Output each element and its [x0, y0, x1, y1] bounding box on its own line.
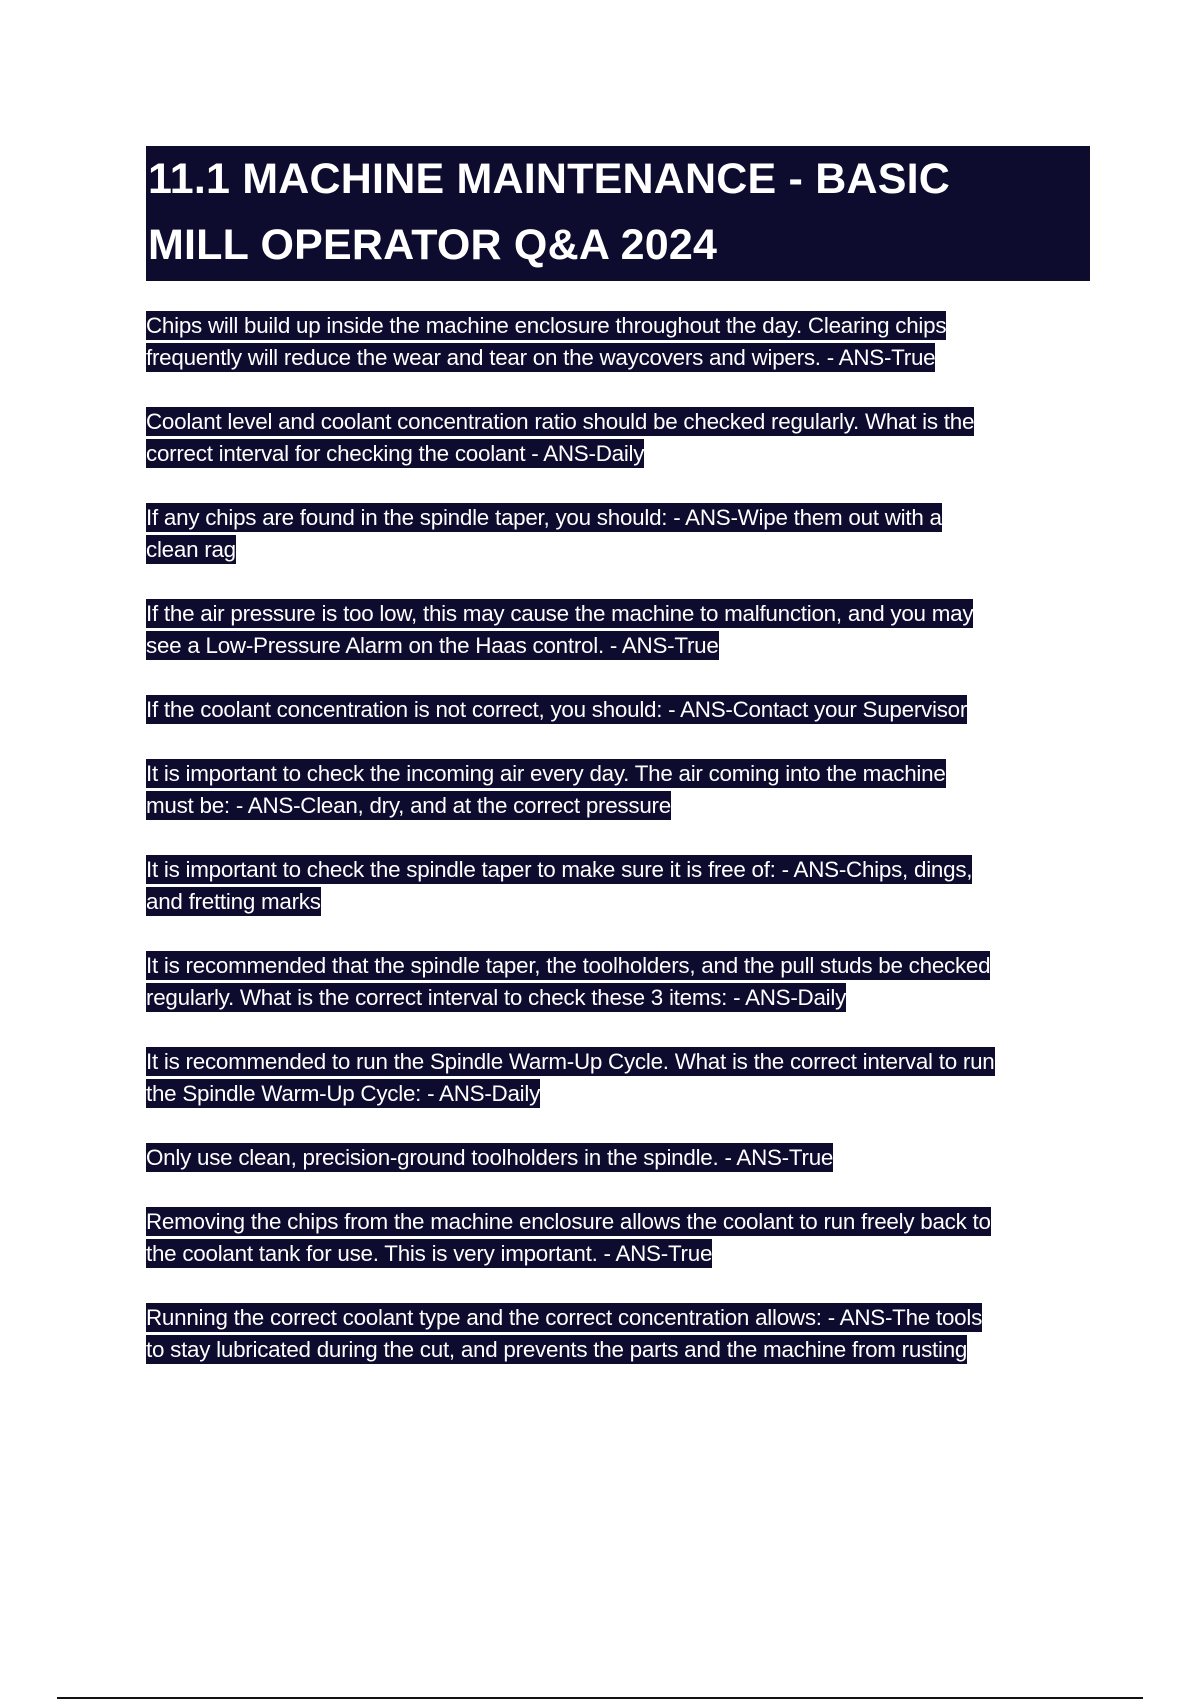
qa-text: the Spindle Warm-Up Cycle: - ANS-Daily: [146, 1081, 541, 1106]
qa-text: the coolant tank for use. This is very important. - ANS-True: [146, 1241, 713, 1266]
qa-text: frequently will reduce the wear and tear on the waycovers and wipers. - ANS-True: [146, 345, 936, 370]
qa-line: [146, 982, 1106, 1014]
qa-line: [146, 342, 1106, 374]
qa-text: Coolant level and coolant concentration ratio should be checked regularly. What is the: [146, 409, 975, 434]
qa-line: [146, 1046, 1106, 1078]
qa-list: [146, 310, 1106, 1398]
qa-line: [146, 1078, 1106, 1110]
qa-text: must be: - ANS-Clean, dry, and at the correct pressure: [146, 793, 671, 818]
qa-item: [146, 1206, 1106, 1270]
qa-item: [146, 758, 1106, 822]
qa-item: [146, 502, 1106, 566]
qa-text: Chips will build up inside the machine enclosure throughout the day. Clearing chips: [146, 313, 947, 338]
qa-line: [146, 790, 1106, 822]
qa-line: [146, 886, 1106, 918]
qa-item: [146, 310, 1106, 374]
qa-text: It is important to check the incoming air every day. The air coming into the machine: [146, 761, 946, 786]
qa-line: [146, 1238, 1106, 1270]
qa-line: [146, 438, 1106, 470]
qa-text: correct interval for checking the coolant - ANS-Daily: [146, 441, 645, 466]
qa-line: [146, 694, 1106, 726]
qa-line: [146, 310, 1106, 342]
qa-item: [146, 854, 1106, 918]
qa-item: [146, 1142, 1106, 1174]
qa-text: Only use clean, precision-ground toolholders in the spindle. - ANS-True: [146, 1145, 834, 1170]
qa-text: see a Low-Pressure Alarm on the Haas control. - ANS-True: [146, 633, 719, 658]
qa-item: [146, 1302, 1106, 1366]
qa-item: [146, 694, 1106, 726]
qa-item: [146, 1046, 1106, 1110]
qa-text: If the coolant concentration is not correct, you should: - ANS-Contact your Supervisor: [146, 697, 968, 722]
qa-line: [146, 950, 1106, 982]
qa-text: clean rag: [146, 537, 236, 562]
qa-text: regularly. What is the correct interval to check these 3 items: - ANS-Daily: [146, 985, 847, 1010]
qa-line: [146, 758, 1106, 790]
qa-line: [146, 854, 1106, 886]
qa-text: If the air pressure is too low, this may cause the machine to malfunction, and you may: [146, 601, 974, 626]
qa-text: If any chips are found in the spindle taper, you should: - ANS-Wipe them out with a: [146, 505, 942, 530]
qa-text: It is recommended to run the Spindle Warm-Up Cycle. What is the correct interval to run: [146, 1049, 995, 1074]
qa-line: [146, 598, 1106, 630]
qa-line: [146, 534, 1106, 566]
qa-line: [146, 1142, 1106, 1174]
qa-line: [146, 630, 1106, 662]
qa-line: [146, 1302, 1106, 1334]
qa-line: [146, 1206, 1106, 1238]
page-bottom-rule: [57, 1697, 1143, 1699]
qa-line: [146, 502, 1106, 534]
qa-text: It is recommended that the spindle taper, the toolholders, and the pull studs be checked: [146, 953, 991, 978]
title-line: MILL OPERATOR Q&A 2024: [148, 221, 718, 269]
title-line: 11.1 MACHINE MAINTENANCE - BASIC: [148, 155, 950, 203]
qa-text: It is important to check the spindle taper to make sure it is free of: - ANS-Chips, dings,: [146, 857, 973, 882]
qa-text: and fretting marks: [146, 889, 321, 914]
qa-line: [146, 1334, 1106, 1366]
qa-text: Removing the chips from the machine enclosure allows the coolant to run freely back to: [146, 1209, 991, 1234]
qa-item: [146, 598, 1106, 662]
document-title: [146, 146, 1090, 281]
qa-line: [146, 406, 1106, 438]
qa-text: Running the correct coolant type and the correct concentration allows: - ANS-The tools: [146, 1305, 983, 1330]
qa-item: [146, 950, 1106, 1014]
qa-text: to stay lubricated during the cut, and prevents the parts and the machine from rusting: [146, 1337, 968, 1362]
qa-item: [146, 406, 1106, 470]
